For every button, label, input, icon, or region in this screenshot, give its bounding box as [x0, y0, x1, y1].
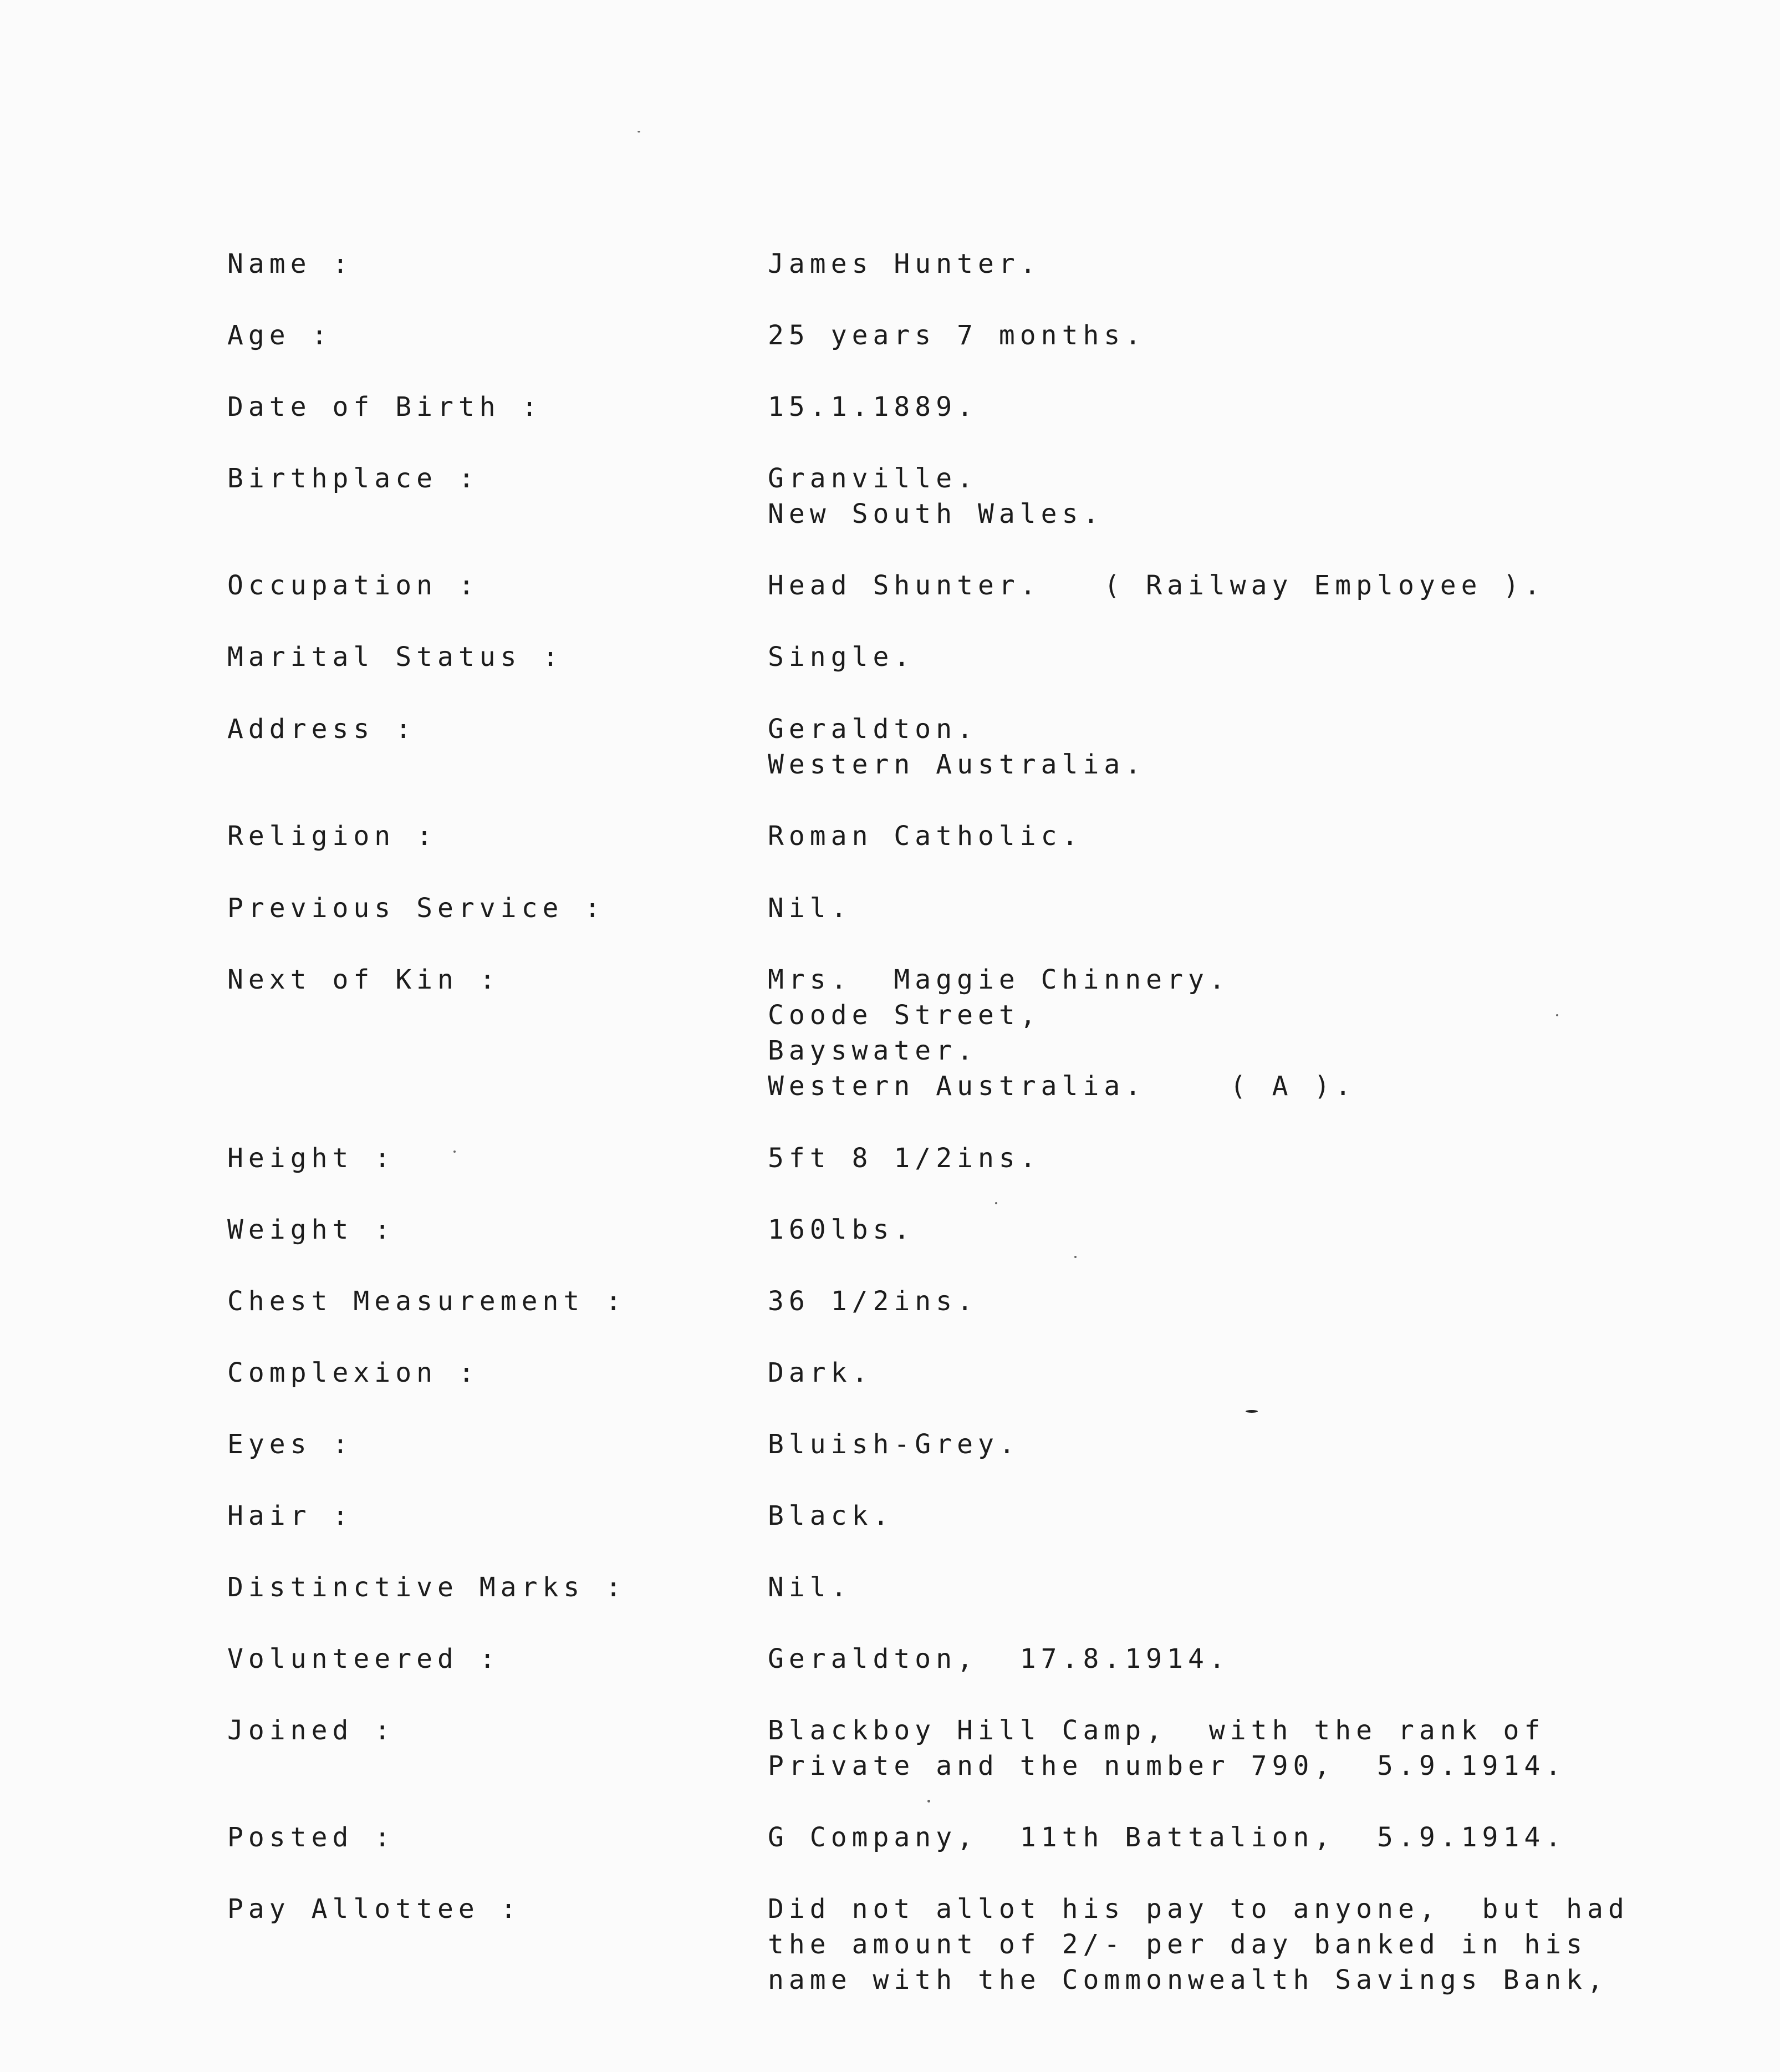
field-label: Name : [227, 248, 354, 279]
field-value [768, 1498, 894, 1534]
value-line: Western Australia. [768, 749, 1146, 780]
value-line: 160lbs. [768, 1214, 915, 1245]
value-line: Head Shunter. ( Railway Employee ). [768, 570, 1546, 601]
value-line: Nil. [768, 1572, 852, 1603]
value-line: Blackboy Hill Camp, with the rank of [768, 1715, 1546, 1746]
value-line: G Company, 11th Battalion, 5.9.1914. [768, 1822, 1567, 1853]
field-value [768, 1141, 1041, 1176]
field-label: Eyes : [227, 1429, 354, 1460]
field-label: Pay Allottee : [227, 1893, 522, 1925]
value-line: 25 years 7 months. [768, 320, 1146, 351]
value-line: Did not allot his pay to anyone, but had [768, 1893, 1629, 1925]
value-line: Roman Catholic. [768, 821, 1083, 852]
scan-speck [995, 1202, 997, 1204]
field-label: Previous Service : [227, 893, 606, 924]
field-label: Weight : [227, 1214, 396, 1245]
value-line: Geraldton, 17.8.1914. [768, 1643, 1230, 1674]
field-label: Next of Kin : [227, 964, 501, 995]
field-value [768, 461, 1104, 532]
field-label: Height : [227, 1143, 396, 1174]
field-label: Birthplace : [227, 463, 480, 494]
field-value [768, 318, 1146, 353]
field-value [768, 246, 1041, 282]
value-line: Granville. [768, 463, 978, 494]
field-value [768, 1891, 1629, 1998]
field-value [768, 1570, 852, 1605]
value-line: New South Wales. [768, 498, 1104, 530]
value-line: Bluish-Grey. [768, 1429, 1020, 1460]
field-value [768, 962, 1356, 1104]
value-line: Nil. [768, 893, 852, 924]
field-value [768, 890, 852, 926]
field-label: Posted : [227, 1822, 396, 1853]
field-value [768, 1713, 1566, 1784]
field-label: Religion : [227, 821, 437, 852]
value-line: the amount of 2/- per day banked in his [768, 1929, 1588, 1960]
value-line: Mrs. Maggie Chinnery. [768, 964, 1230, 995]
value-line: Coode Street, [768, 1000, 1041, 1031]
value-line: Western Australia. ( A ). [768, 1071, 1356, 1102]
scan-speck [453, 1150, 456, 1153]
value-line: James Hunter. [768, 248, 1041, 279]
field-label: Occupation : [227, 570, 480, 601]
field-value [768, 711, 1146, 782]
scan-speck [1556, 1014, 1558, 1016]
field-label: Date of Birth : [227, 391, 543, 422]
field-value [768, 818, 1083, 854]
value-line: 36 1/2ins. [768, 1286, 978, 1317]
scan-speck [927, 1800, 930, 1803]
field-value [768, 639, 915, 675]
field-label: Volunteered : [227, 1643, 501, 1674]
field-value [768, 1820, 1566, 1855]
field-label: Joined : [227, 1715, 396, 1746]
value-line: Black. [768, 1500, 894, 1531]
field-label: Address : [227, 714, 417, 745]
field-value [768, 1427, 1020, 1462]
value-line: 15.1.1889. [768, 391, 978, 422]
field-label: Distinctive Marks : [227, 1572, 627, 1603]
value-line: 5ft 8 1/2ins. [768, 1143, 1041, 1174]
field-label: Hair : [227, 1500, 354, 1531]
field-value [768, 389, 978, 425]
field-label: Complexion : [227, 1357, 480, 1388]
field-value [768, 568, 1545, 603]
scan-speck [637, 131, 640, 133]
field-label: Age : [227, 320, 333, 351]
field-value [768, 1212, 915, 1248]
value-line: Single. [768, 642, 915, 673]
field-value [768, 1284, 978, 1319]
value-line: Geraldton. [768, 714, 978, 745]
scan-speck [1074, 1256, 1077, 1258]
scan-speck [1246, 1410, 1258, 1413]
value-line: Dark. [768, 1357, 873, 1388]
field-value [768, 1355, 873, 1391]
value-line: Private and the number 790, 5.9.1914. [768, 1750, 1567, 1781]
field-label: Marital Status : [227, 642, 564, 673]
value-line: Bayswater. [768, 1035, 978, 1066]
value-line: name with the Commonwealth Savings Bank, [768, 1964, 1608, 1995]
field-label: Chest Measurement : [227, 1286, 627, 1317]
field-value [768, 1641, 1230, 1677]
